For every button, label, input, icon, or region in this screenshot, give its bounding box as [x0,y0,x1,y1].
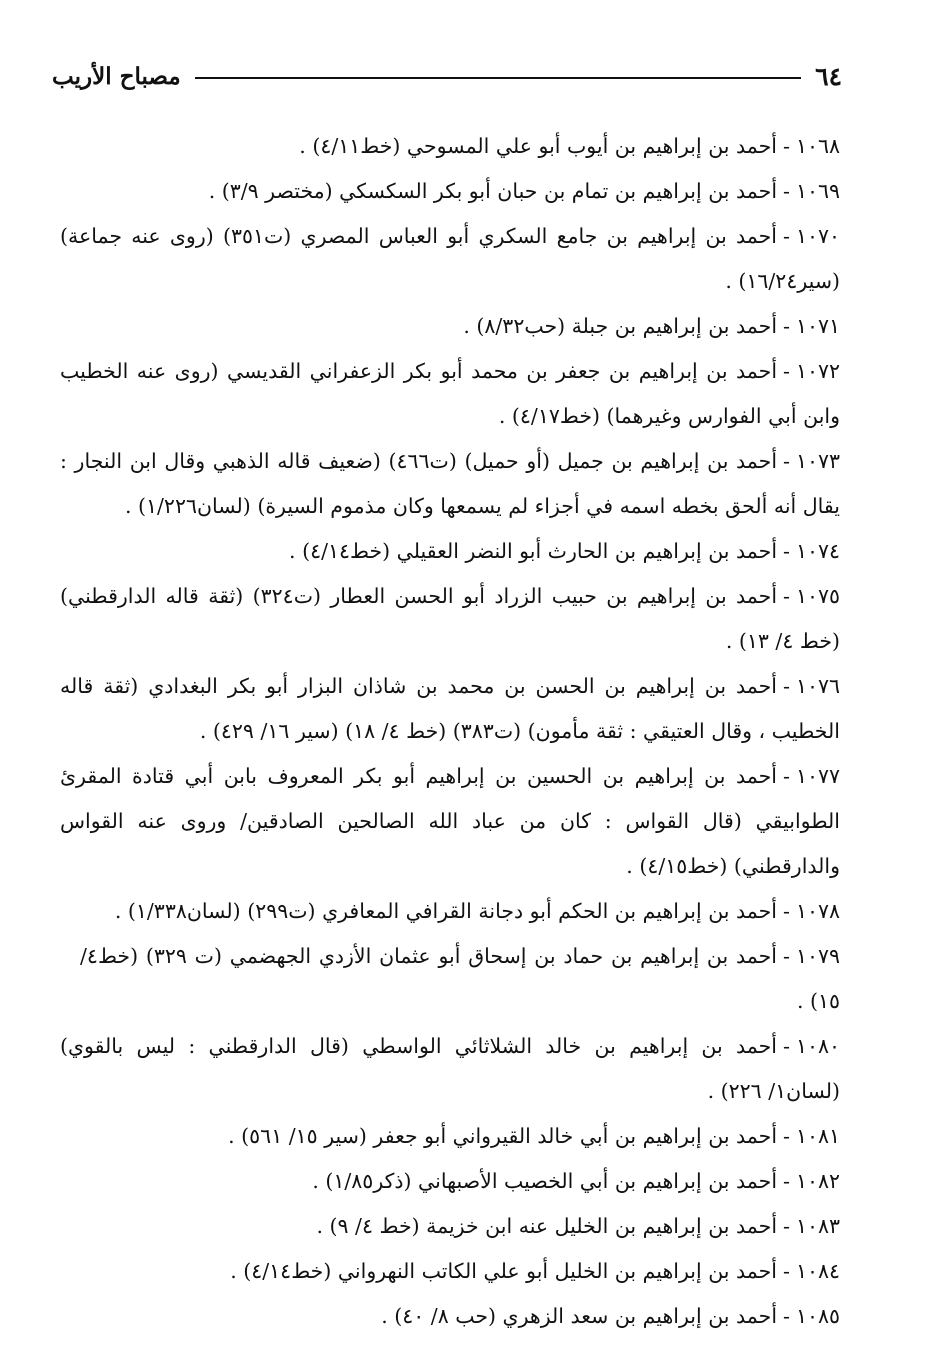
entry-text: أحمد بن إبراهيم بن أبي الخصيب الأصبهاني (ذكر١/٨٥) . [312,1169,778,1193]
entry-number: ١٠٧٣ [795,449,841,473]
page-header [52,56,842,96]
list-item: ١٠٧٥-أحمد بن إبراهيم بن حبيب الزراد أبو الحسن العطار (ت٣٢٤) (ثقة قاله الدارقطني) (خط ٤/ ١٣) . [60,584,840,653]
list-item: ١٠٧٢-أحمد بن إبراهيم بن جعفر بن محمد أبو بكر الزعفراني القديسي (روى عنه الخطيب وابن أبي الفوارس وغيرهما) (خط٤/١٧) . [60,359,840,428]
entry-number: ١٠٧٥ [795,584,840,608]
entry-number: ١٠٨٢ [795,1169,840,1193]
entry-text: أحمد بن إبراهيم بن خالد الشلاثائي الواسطي (قال الدارقطني : ليس بالقوي) (لسان١/ ٢٢٦) . [60,1034,840,1103]
entry-text: أحمد بن إبراهيم بن جميل (أو حميل) (ت٤٦٦) (ضعيف قاله الذهبي وقال ابن النجار : يقال أنه ألحق بخطه اسمه في أجزاء لم يسمعها وكان مذموم السيرة) (لسان١/٢٢٦) . [60,449,840,518]
entry-number: ١٠٧٢ [795,359,840,383]
list-item: ١٠٧٨-أحمد بن إبراهيم بن الحكم أبو دجانة القرافي المعافري (ت٢٩٩) (لسان١/٣٣٨) . [114,899,840,923]
list-item: ١٠٨٥-أحمد بن إبراهيم بن سعد الزهري (حب ٨/ ٤٠) . [381,1304,840,1328]
header-rule [195,77,801,79]
entry-number: ١٠٨٤ [795,1259,840,1283]
entry-text: أحمد بن إبراهيم بن الحسن بن محمد بن شاذان البزار أبو بكر البغدادي (ثقة قاله الخطيب ، وقال العتيقي : ثقة مأمون) (ت٣٨٣) (خط ٤/ ١٨) (سير ١٦/ ٤٢٩) . [60,674,840,743]
entry-text: أحمد بن إبراهيم بن الخليل أبو علي الكاتب النهرواني (خط٤/١٤) . [230,1259,778,1283]
page-number: ٦٤ [815,61,842,91]
entry-text: أحمد بن إبراهيم بن أبي خالد القيرواني أبو جعفر (سير ١٥/ ٥٦١) . [228,1124,778,1148]
entry-number: ١٠٨٥ [795,1304,840,1328]
list-item: ١٠٧١-أحمد بن إبراهيم بن جبلة (حب٨/٣٢) . [463,314,840,338]
entry-text: أحمد بن إبراهيم بن تمام بن حبان أبو بكر السكسكي (مختصر ٣/٩) . [208,179,778,203]
entry-text: أحمد بن إبراهيم بن جعفر بن محمد أبو بكر الزعفراني القديسي (روى عنه الخطيب وابن أبي الفوارس وغيرهما) (خط٤/١٧) . [60,359,840,428]
entry-number: ١٠٨٠ [795,1034,840,1058]
list-item: ١٠٧٩-أحمد بن إبراهيم بن حماد بن إسحاق أبو عثمان الأزدي الجهضمي (ت ٣٢٩) (خط٤/ ١٥) . [80,944,840,1013]
entry-number: ١٠٧٨ [795,899,840,923]
entry-number: ١٠٧٠ [795,224,840,248]
book-title: مصباح الأريب [52,62,181,90]
entries-list [60,124,840,1339]
entry-text: أحمد بن إبراهيم بن حماد بن إسحاق أبو عثمان الأزدي الجهضمي (ت ٣٢٩) (خط٤/ ١٥) . [80,944,840,1013]
list-item: ١٠٧٦-أحمد بن إبراهيم بن الحسن بن محمد بن شاذان البزار أبو بكر البغدادي (ثقة قاله الخطيب ، وقال العتيقي : ثقة مأمون) (ت٣٨٣) (خط ٤/ ١٨) (سير ١٦/ ٤٢٩) . [60,674,840,743]
entry-text: أحمد بن إبراهيم بن جامع السكري أبو العباس المصري (ت٣٥١) (روى عنه جماعة) (سير١٦/٢٤) . [60,224,840,293]
entry-number: ١٠٧١ [795,314,840,338]
entry-text: أحمد بن إبراهيم بن جبلة (حب٨/٣٢) . [463,314,778,338]
list-item: ١٠٧٣-أحمد بن إبراهيم بن جميل (أو حميل) (ت٤٦٦) (ضعيف قاله الذهبي وقال ابن النجار : يقال أنه ألحق بخطه اسمه في أجزاء لم يسمعها وكان مذموم السيرة) (لسان١/٢٢٦) . [60,449,841,518]
entry-number: ١٠٧٩ [795,944,840,968]
entry-text: أحمد بن إبراهيم بن حبيب الزراد أبو الحسن العطار (ت٣٢٤) (ثقة قاله الدارقطني) (خط ٤/ ١٣) . [60,584,840,653]
entry-text: أحمد بن إبراهيم بن أيوب أبو علي المسوحي (خط٤/١١) . [299,134,778,158]
entry-text: أحمد بن إبراهيم بن الحسين بن إبراهيم أبو بكر المعروف بابن أبي قتادة المقرئ الطوابيقي (قال القواس : كان من عباد الله الصالحين الصادقين/ وروى عنه القواس والدارقطني) (خط٤/١٥) . [60,764,840,878]
entry-number: ١٠٧٧ [795,764,840,788]
entry-number: ١٠٨٣ [795,1214,840,1238]
list-item: ١٠٧٤-أحمد بن إبراهيم بن الحارث أبو النضر العقيلي (خط٤/١٤) . [289,539,840,563]
entry-number: ١٠٧٤ [795,539,840,563]
entry-number: ١٠٨١ [795,1124,840,1148]
entry-text: أحمد بن إبراهيم بن الخليل عنه ابن خزيمة (خط ٤/ ٩) . [316,1214,778,1238]
entry-number: ١٠٦٨ [795,134,840,158]
entry-number: ١٠٦٩ [795,179,840,203]
list-item: ١٠٨٣-أحمد بن إبراهيم بن الخليل عنه ابن خزيمة (خط ٤/ ٩) . [316,1214,840,1238]
entry-number: ١٠٧٦ [795,674,840,698]
list-item: ١٠٧٧-أحمد بن إبراهيم بن الحسين بن إبراهيم أبو بكر المعروف بابن أبي قتادة المقرئ الطوابيقي (قال القواس : كان من عباد الله الصالحين الصادقين/ وروى عنه القواس والدارقطني) (خط٤/١٥) . [60,764,840,878]
list-item: ١٠٦٩-أحمد بن إبراهيم بن تمام بن حبان أبو بكر السكسكي (مختصر ٣/٩) . [208,179,840,203]
list-item: ١٠٦٨-أحمد بن إبراهيم بن أيوب أبو علي المسوحي (خط٤/١١) . [299,134,840,158]
entry-text: أحمد بن إبراهيم بن سعد الزهري (حب ٨/ ٤٠) . [381,1304,778,1328]
list-item: ١٠٧٠-أحمد بن إبراهيم بن جامع السكري أبو العباس المصري (ت٣٥١) (روى عنه جماعة) (سير١٦/٢٤) . [60,224,840,293]
list-item: ١٠٨٠-أحمد بن إبراهيم بن خالد الشلاثائي الواسطي (قال الدارقطني : ليس بالقوي) (لسان١/ ٢٢٦) . [60,1034,840,1103]
entry-text: أحمد بن إبراهيم بن الحارث أبو النضر العقيلي (خط٤/١٤) . [289,539,778,563]
list-item: ١٠٨١-أحمد بن إبراهيم بن أبي خالد القيرواني أبو جعفر (سير ١٥/ ٥٦١) . [228,1124,840,1148]
list-item: ١٠٨٢-أحمد بن إبراهيم بن أبي الخصيب الأصبهاني (ذكر١/٨٥) . [312,1169,840,1193]
list-item: ١٠٨٤-أحمد بن إبراهيم بن الخليل أبو علي الكاتب النهرواني (خط٤/١٤) . [230,1259,840,1283]
entry-text: أحمد بن إبراهيم بن الحكم أبو دجانة القرافي المعافري (ت٢٩٩) (لسان١/٣٣٨) . [114,899,778,923]
